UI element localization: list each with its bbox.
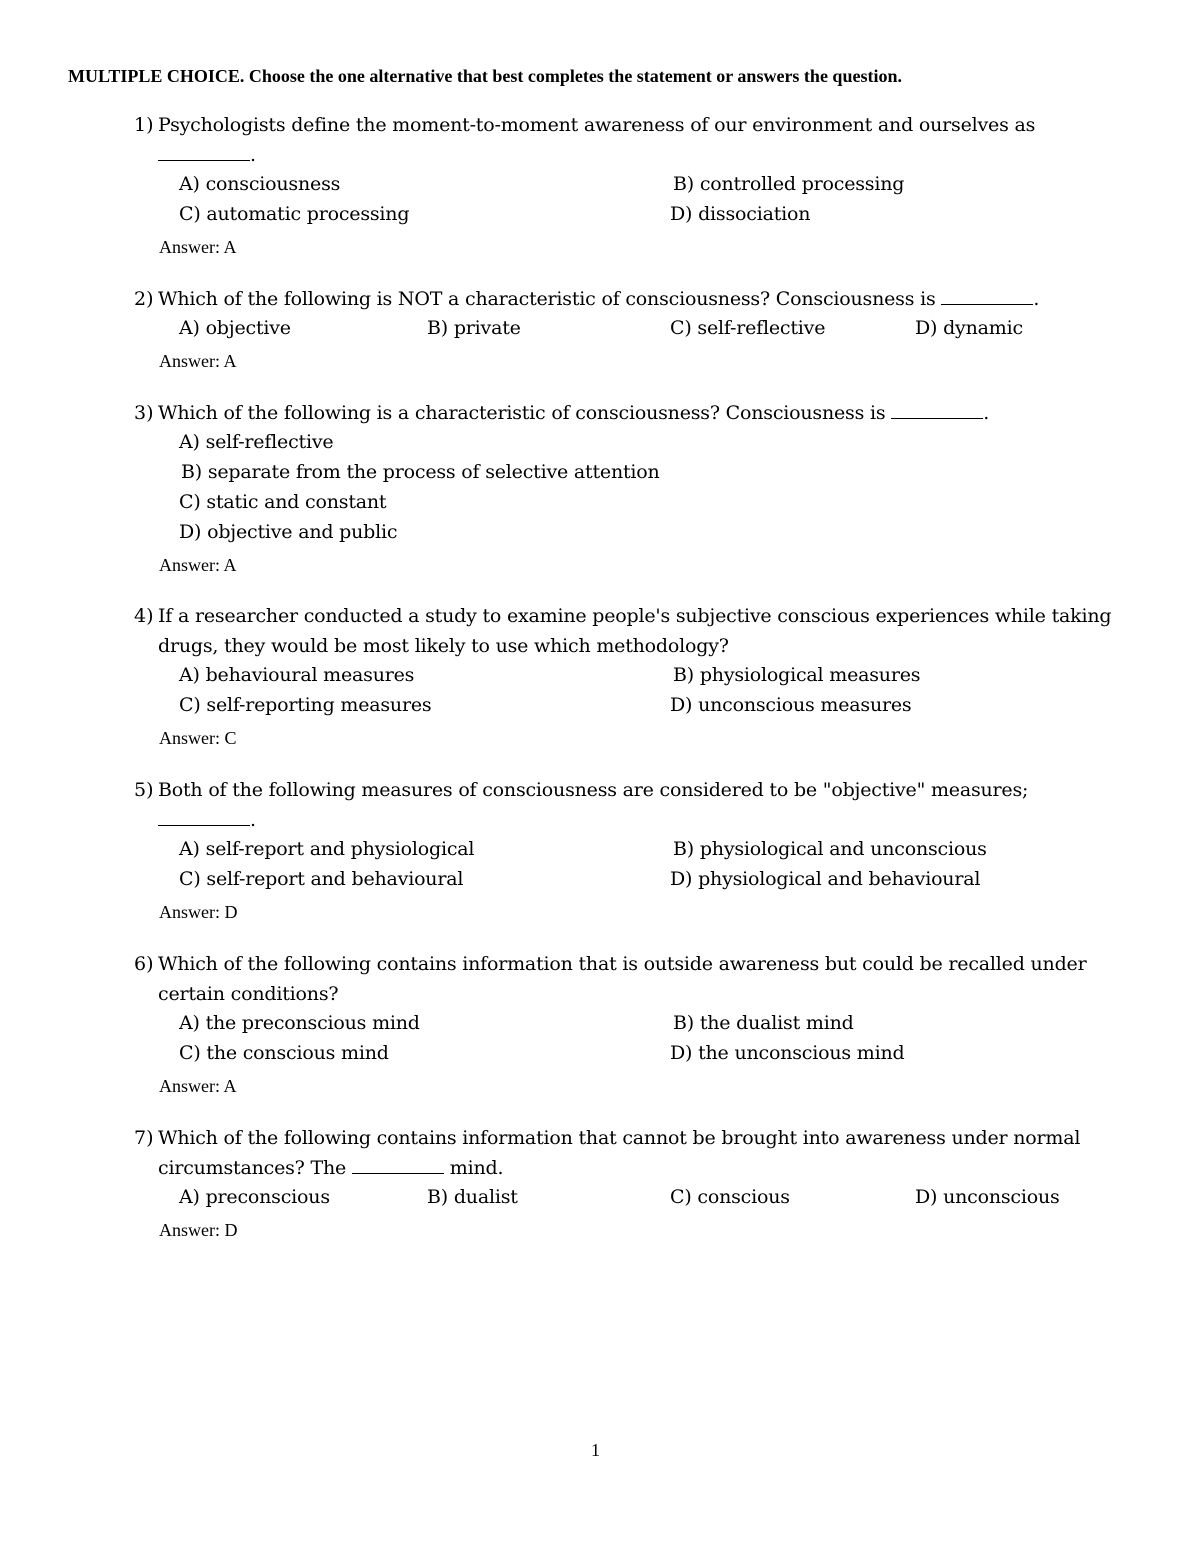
- question-number: 3): [134, 402, 154, 424]
- answer-blank: [158, 807, 250, 826]
- question-number: 7): [134, 1127, 154, 1149]
- question-text: Which of the following contains information that cannot be brought into awareness under normal circumstances? The mind.: [158, 1127, 1081, 1179]
- option-d: D) dissociation: [670, 203, 811, 225]
- answer-key: Answer: D: [159, 1220, 238, 1240]
- question-number: 6): [134, 953, 154, 975]
- question-number: 2): [134, 288, 154, 310]
- option-a: A) objective: [179, 317, 291, 339]
- option-b: B) private: [427, 317, 521, 339]
- question-number: 4): [134, 605, 154, 627]
- option-c: C) self-report and behavioural: [179, 868, 464, 890]
- answer-blank: [158, 142, 250, 161]
- question-text: Which of the following is a characteristic of consciousness? Consciousness is .: [158, 402, 990, 424]
- option-d: D) the unconscious mind: [670, 1042, 905, 1064]
- question-text: Psychologists define the moment-to-moment awareness of our environment and ourselves as .: [158, 114, 1036, 166]
- option-c: C) the conscious mind: [179, 1042, 389, 1064]
- option-b: B) controlled processing: [673, 173, 905, 195]
- option-c: C) automatic processing: [179, 203, 410, 225]
- answer-key: Answer: A: [159, 351, 237, 371]
- answer-key: Answer: A: [159, 1076, 237, 1096]
- option-a: A) behavioural measures: [179, 664, 415, 686]
- option-c: C) self-reflective: [670, 317, 826, 339]
- option-b: B) the dualist mind: [673, 1012, 854, 1034]
- option-a: A) self-report and physiological: [179, 838, 475, 860]
- option-b: B) dualist: [427, 1186, 518, 1208]
- option-a: A) the preconscious mind: [179, 1012, 420, 1034]
- answer-key: Answer: A: [159, 237, 237, 257]
- option-b: B) physiological measures: [673, 664, 921, 686]
- answer-key: Answer: A: [159, 555, 237, 575]
- question-text: Which of the following is NOT a characteristic of consciousness? Consciousness is .: [158, 288, 1040, 310]
- answer-key: Answer: C: [159, 728, 237, 748]
- question-text: Both of the following measures of consciousness are considered to be "objective" measures; .: [158, 779, 1029, 831]
- option-d: D) unconscious measures: [670, 694, 912, 716]
- option-b: B) separate from the process of selective attention: [181, 461, 660, 483]
- answer-key: Answer: D: [159, 902, 238, 922]
- option-c: C) self-reporting measures: [179, 694, 432, 716]
- option-d: D) dynamic: [915, 317, 1023, 339]
- answer-blank: [352, 1155, 444, 1174]
- option-a: A) preconscious: [179, 1186, 330, 1208]
- option-a: A) self-reflective: [179, 431, 334, 453]
- option-b: B) physiological and unconscious: [673, 838, 987, 860]
- answer-blank: [941, 286, 1033, 305]
- option-d: D) objective and public: [179, 521, 398, 543]
- question-number: 1): [134, 114, 154, 136]
- option-a: A) consciousness: [179, 173, 341, 195]
- section-heading: MULTIPLE CHOICE. Choose the one alternative that best completes the statement or answers the question.: [68, 66, 902, 86]
- option-c: C) static and constant: [179, 491, 387, 513]
- question-text: Which of the following contains information that is outside awareness but could be recalled under certain conditions?: [158, 953, 1087, 1005]
- question-number: 5): [134, 779, 154, 801]
- question-text: If a researcher conducted a study to examine people's subjective conscious experiences while taking drugs, they would be most likely to use which methodology?: [158, 605, 1112, 657]
- option-c: C) conscious: [670, 1186, 790, 1208]
- option-d: D) physiological and behavioural: [670, 868, 981, 890]
- answer-blank: [891, 400, 983, 419]
- option-d: D) unconscious: [915, 1186, 1060, 1208]
- page-number: 1: [591, 1440, 600, 1460]
